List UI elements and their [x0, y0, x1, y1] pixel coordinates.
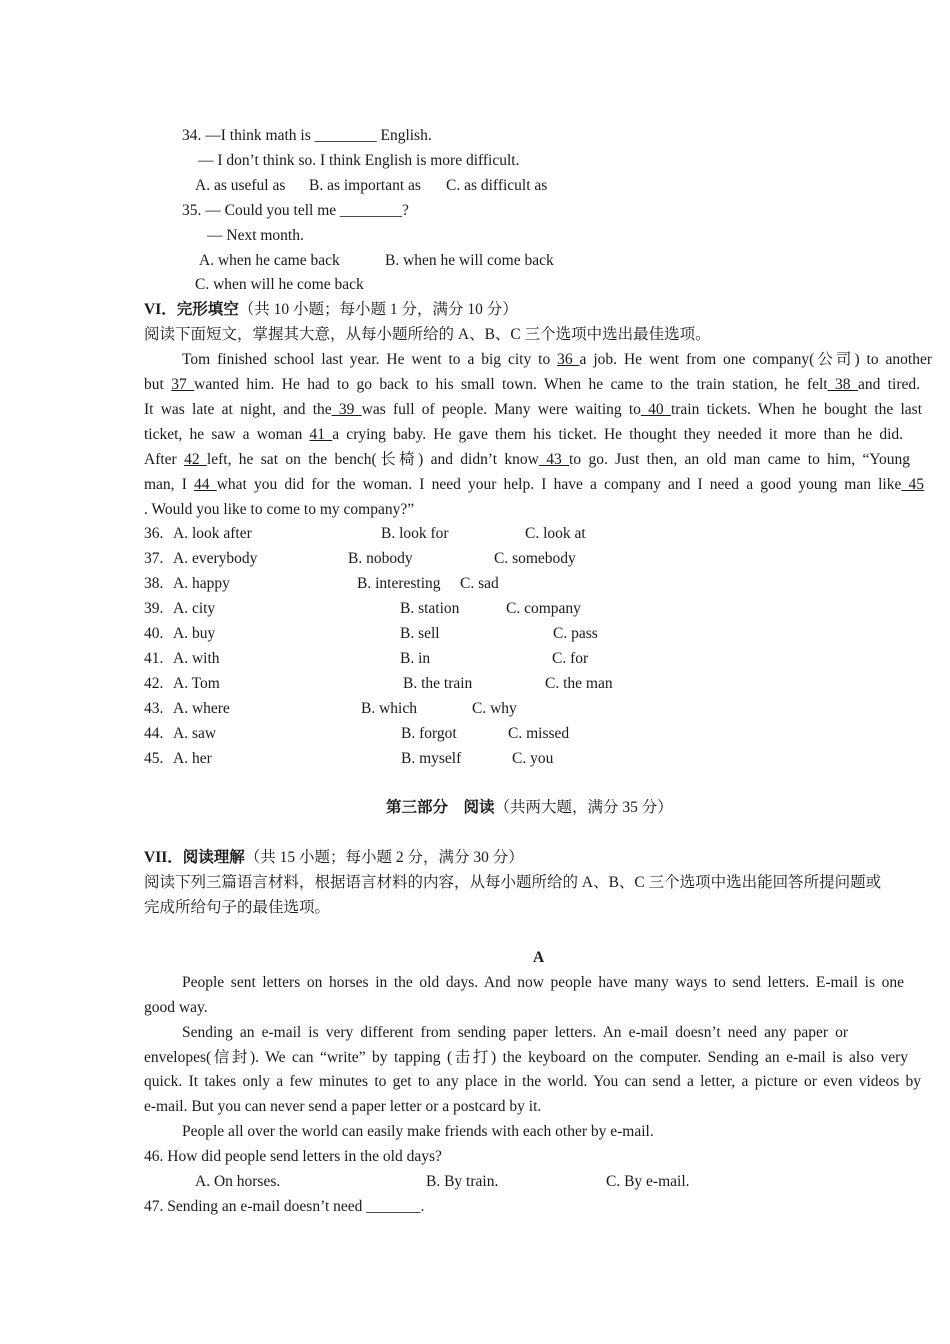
- passage-a-para2-line2: envelopes(信封). We can “write” by tapping (击打) the keyboard on the computer. Sending an e-mail is also very: [144, 1049, 908, 1066]
- passage-a-para1-line1: People sent letters on horses in the old days. And now people have many ways to send letters. E-mail is one: [182, 974, 904, 991]
- q35-reply: — Next month.: [207, 227, 304, 244]
- section6-heading: VI．完形填空: [144, 301, 239, 318]
- blank-37: 37: [171, 376, 195, 393]
- cloze-line-4: ticket, he saw a woman 41 a crying baby. He gave them his ticket. He thought they needed it more than he did.: [144, 426, 903, 443]
- section7-note: （共 15 小题；每小题 2 分，满分 30 分）: [244, 849, 524, 866]
- section7-instruction-1: 阅读下列三篇语言材料，根据语言材料的内容，从每小题所给的 A、B、C 三个选项中选出能回答所提问题或: [144, 874, 882, 891]
- q46-stem: 46. How did people send letters in the old days?: [144, 1148, 442, 1165]
- part3-note: （共两大题，满分 35 分）: [494, 799, 673, 816]
- blank-38: 38: [827, 376, 858, 393]
- q35-option-c: C. when will he come back: [195, 276, 364, 293]
- passage-a-para2-line1: Sending an e-mail is very different from sending paper letters. An e-mail doesn’t need any paper or: [182, 1024, 848, 1041]
- exam-page: 34. —I think math is ________ English. — I don’t think so. I think English is more difficult. A. as useful as B. as important as C. as difficult as 35. — Could you tell me ________? — Next month. A. when he came back B. when he will come back C. when will he come back VI．完形填空（共 10 小题；每小题 1 分，满分 10 分） 阅读下面短文，掌握其大意，从每小题所给的 A、B、C 三个选项中选出最佳选项。 Tom finished school last year. He went to a big city to 36 a job. He went from one company(公司) to another but 37 wanted him. He had to go back to his small town. When he came to the train station, he felt 38 and tired. It was late at night, and the 39 was full of people. Many were waiting to 40 train tickets. When he bought the last ticket, he saw a woman 41 a crying baby. He gave them his ticket. He thought they needed it more than he did. After 42 left, he sat on the bench(长椅) and didn’t know 43 to go. Just then, an old man came to him, “Young man, I 44 what you did for the woman. I need your help. I have a company and I need a good young man like 45 . Would you like to come to my company?” 36. A. look after B. look for C. look at 37. A. everybody B. nobody C. somebody 38. A. happy B. interesting C. sad 39. A. city B. station C. company 40. A. buy B. sell C. pass 41. A. with B. in C. for 42. A. Tom B. the train C. the man 43. A. where B. which C. why 44. A. saw B. forgot C. missed 45. A. her B. myself C. you 第三部分 阅读（共两大题，满分 35 分） VII．阅读理解（共 15 小题；每小题 2 分，满分 30 分） 阅读下列三篇语言材料，根据语言材料的内容，从每小题所给的 A、B、C 三个选项中选出能回答所提问题或 完成所给句子的最佳选项。 A People sent letters on horses in the old days. And now people have many ways to send letters. E-mail is one good way. Sending an e-mail is very different from sending paper letters. An e-mail doesn’t need any paper or envelopes(信封). We can “write” by tapping (击打) the keyboard on the computer. Sending an e-mail is also very quick. It takes only a few minutes to get to any place in the world. You can send a letter, a picture or even videos by e-mail. But you can never send a paper letter or a postcard by it. People all over the world can easily make friends with each other by e-mail. 46. How did people send letters in the old days? A. On horses. B. By train. C. By e-mail. 47. Sending an e-mail doesn’t need _______.: [144, 127, 933, 1215]
- q46-option-c: C. By e-mail.: [606, 1173, 690, 1190]
- cloze-line-6: man, I 44 what you did for the woman. I need your help. I have a company and I need a good young man like 45: [144, 476, 925, 493]
- part3-title-line: [386, 798, 673, 818]
- section6-instruction: 阅读下面短文，掌握其大意，从每小题所给的 A、B、C 三个选项中选出最佳选项。: [144, 326, 711, 343]
- q35-stem: 35. — Could you tell me ________?: [182, 202, 409, 219]
- q46-option-a: A. On horses.: [195, 1173, 281, 1190]
- blank-39: 39: [331, 401, 362, 418]
- blank-41: 41: [309, 426, 333, 443]
- blank-43: 43: [538, 451, 570, 468]
- passage-a-para2-line3: quick. It takes only a few minutes to get to any place in the world. You can send a letter, a picture or even videos by: [144, 1073, 921, 1090]
- q34-option-b: B. as important as: [309, 177, 421, 194]
- blank-36: 36: [557, 351, 580, 368]
- section7-heading-line: [144, 848, 524, 868]
- section7-heading: VII．阅读理解: [144, 849, 245, 866]
- q35-option-a: A. when he came back: [199, 252, 340, 269]
- passage-a-label: A: [533, 949, 545, 966]
- blank-44: 44: [194, 476, 217, 493]
- cloze-line-5: After 42 left, he sat on the bench(长椅) and didn’t know 43 to go. Just then, an old man came to him, “Young: [144, 451, 911, 468]
- blank-40: 40: [640, 401, 671, 418]
- passage-a-para2-line4: e-mail. But you can never send a paper letter or a postcard by it.: [144, 1098, 542, 1115]
- q46-option-b: B. By train.: [426, 1173, 499, 1190]
- q35-option-b: B. when he will come back: [385, 252, 554, 269]
- cloze-line-7: . Would you like to come to my company?”: [144, 501, 415, 518]
- section7-instruction-2: 完成所给句子的最佳选项。: [144, 899, 331, 916]
- blank-42: 42: [184, 451, 207, 468]
- passage-a-para3: People all over the world can easily make friends with each other by e-mail.: [182, 1123, 654, 1140]
- cloze-line-3: It was late at night, and the 39 was full of people. Many were waiting to 40 train tickets. When he bought the last: [144, 401, 923, 418]
- q34-option-a: A. as useful as: [195, 177, 286, 194]
- part3-title: 第三部分 阅读: [386, 799, 495, 816]
- cloze-line-1: Tom finished school last year. He went to a big city to 36 a job. He went from one company(公司) to another: [182, 351, 933, 368]
- section6-note: （共 10 小题；每小题 1 分，满分 10 分）: [238, 301, 518, 318]
- q34-reply: — I don’t think so. I think English is more difficult.: [198, 152, 520, 169]
- cloze-line-2: but 37 wanted him. He had to go back to his small town. When he came to the train station, he felt 38 and tired.: [144, 376, 921, 393]
- section6-heading-line: [144, 300, 518, 320]
- q34-option-c: C. as difficult as: [446, 177, 548, 194]
- q47-stem: 47. Sending an e-mail doesn’t need _______.: [144, 1198, 425, 1215]
- blank-45: 45: [901, 476, 925, 493]
- passage-a-para1-line2: good way.: [144, 999, 208, 1016]
- q34-stem: 34. —I think math is ________ English.: [182, 127, 432, 144]
